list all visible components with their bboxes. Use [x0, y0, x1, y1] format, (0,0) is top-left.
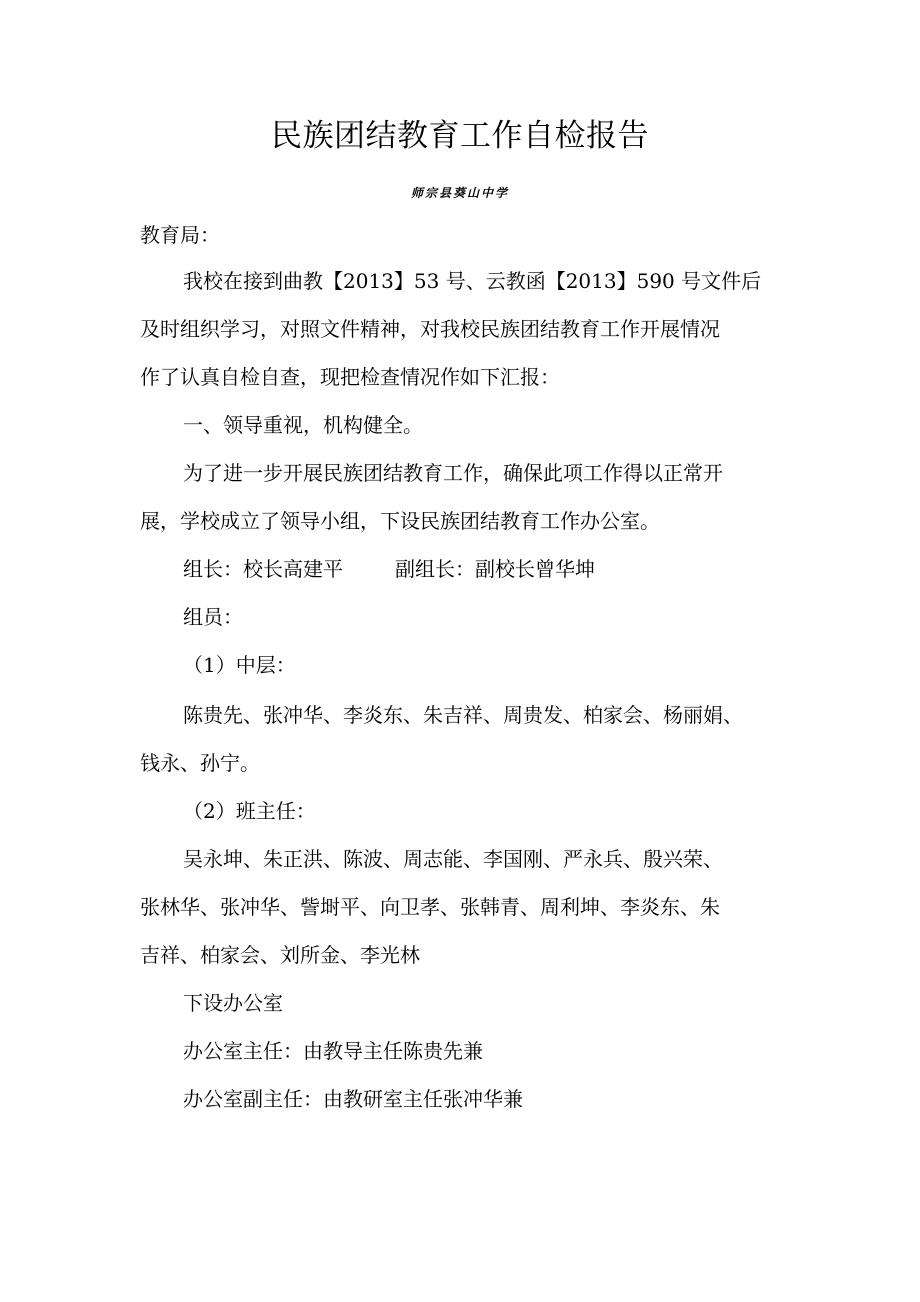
body-line-4: 为了进一步开展民族团结教育工作，确保此项工作得以正常开 — [183, 461, 723, 485]
leader-line — [183, 554, 783, 584]
office-vice-director: 办公室副主任：由教研室主任张冲华兼 — [183, 1087, 523, 1111]
office-intro: 下设办公室 — [183, 991, 283, 1015]
body-line-1: 我校在接到曲教【2013】53 号、云教函【2013】590 号文件后 — [183, 269, 762, 293]
office-director: 办公室主任：由教导主任陈贵先兼 — [183, 1039, 483, 1063]
section-heading: 一、领导重视，机构健全。 — [183, 413, 423, 437]
body-line-5: 展，学校成立了领导小组，下设民族团结教育工作办公室。 — [140, 509, 660, 533]
middle-label: （1）中层： — [183, 653, 296, 677]
middle-names-line-1: 陈贵先、张冲华、李炎东、朱吉祥、周贵发、柏家会、杨丽娟、 — [183, 703, 743, 727]
teacher-names-line-1: 吴永坤、朱正洪、陈波、周志能、李国刚、严永兵、殷兴荣、 — [183, 847, 723, 871]
school-name: 师宗县葵山中学 — [410, 186, 509, 200]
members-label: 组员： — [183, 605, 243, 629]
vice-group-leader: 副组长：副校长曾华坤 — [395, 557, 595, 581]
body-line-3: 作了认真自检自查，现把检查情况作如下汇报： — [140, 365, 560, 389]
teacher-names-line-3: 吉祥、柏家会、刘所金、李光林 — [140, 943, 420, 967]
salutation: 教育局： — [140, 223, 220, 247]
teacher-label: （2）班主任： — [183, 799, 316, 823]
body-line-2: 及时组织学习，对照文件精神，对我校民族团结教育工作开展情况 — [140, 317, 720, 341]
teacher-names-line-2: 张林华、张冲华、訾埘平、向卫孝、张韩青、周利坤、李炎东、朱 — [140, 895, 720, 919]
middle-names-line-2: 钱永、孙宁。 — [140, 751, 260, 775]
document-title: 民族团结教育工作自检报告 — [271, 118, 649, 154]
group-leader: 组长：校长高建平 — [183, 557, 343, 581]
